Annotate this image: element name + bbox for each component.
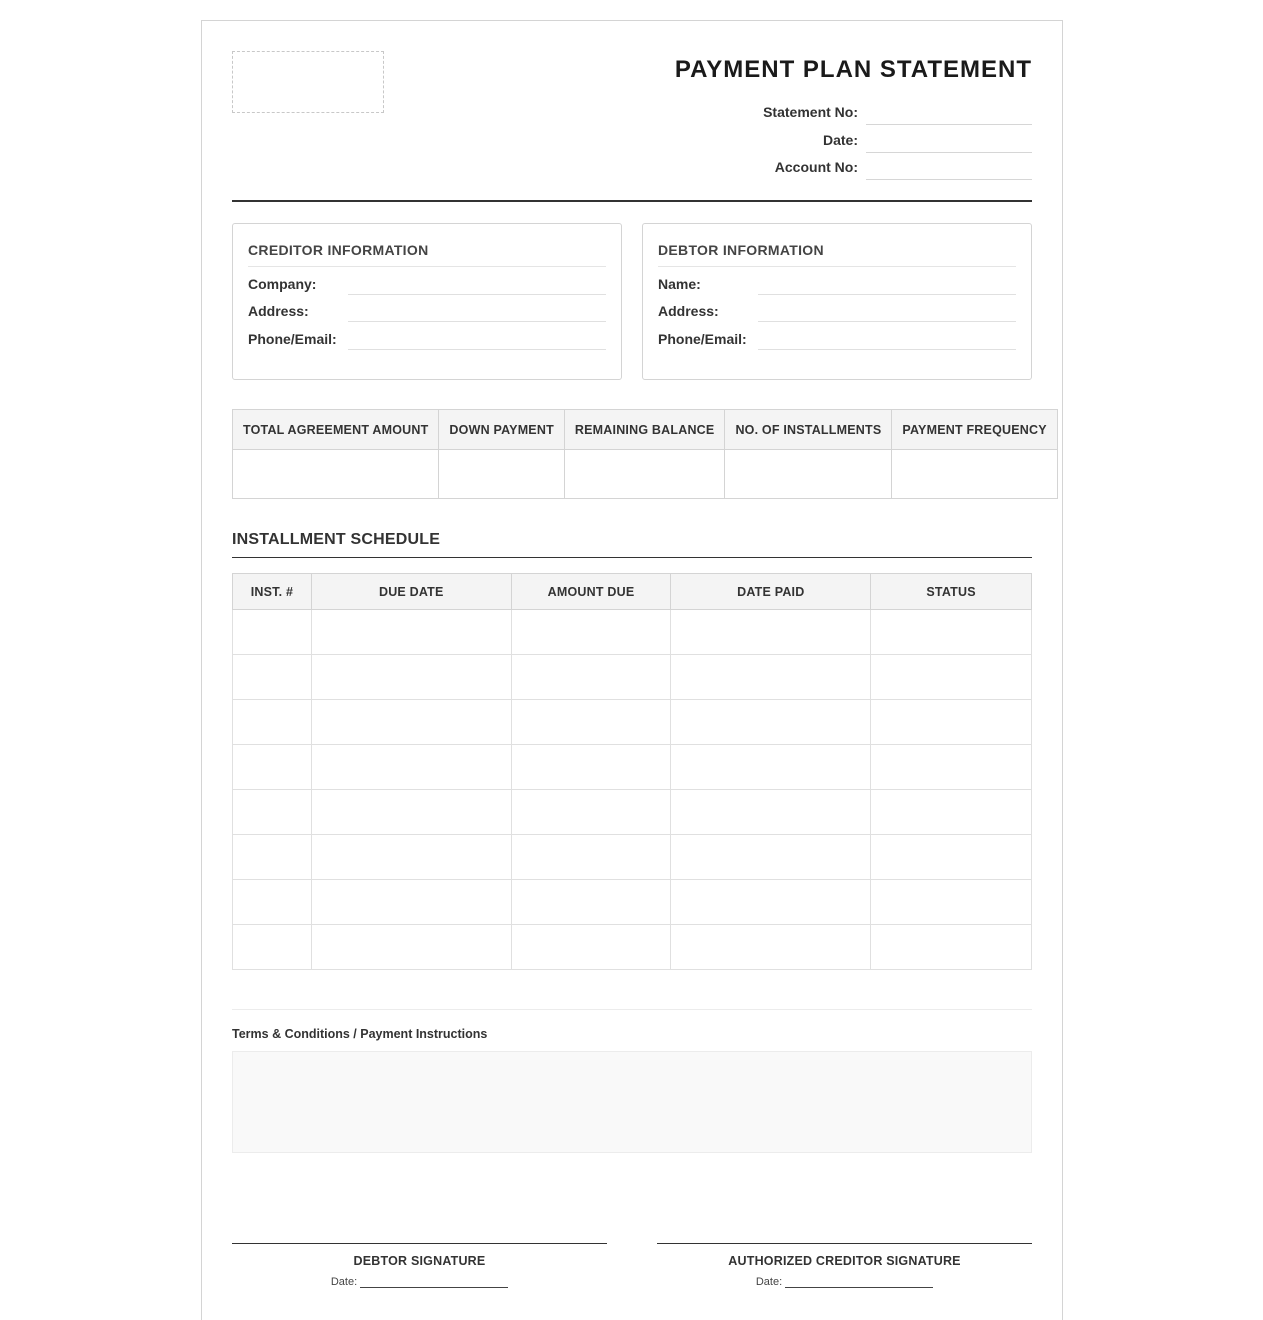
debtor-name-row	[658, 267, 1016, 295]
debtor-date-label: Date:	[330, 1276, 358, 1288]
debtor-address-label: Address:	[658, 303, 719, 319]
table-cell[interactable]	[311, 835, 511, 880]
statement-no-label: Statement No:	[763, 104, 858, 120]
table-row	[233, 655, 1032, 700]
table-row	[233, 700, 1032, 745]
table-row	[233, 790, 1032, 835]
table-cell[interactable]	[511, 655, 671, 700]
table-cell[interactable]	[511, 880, 671, 925]
header-divider	[232, 200, 1032, 202]
logo-placeholder[interactable]	[232, 51, 384, 113]
creditor-date-label: Date:	[755, 1276, 783, 1288]
table-cell[interactable]	[233, 745, 312, 790]
table-cell[interactable]	[233, 655, 312, 700]
table-cell[interactable]	[311, 610, 511, 655]
summary-header-installments: NO. OF INSTALLMENTS	[725, 410, 892, 450]
table-cell[interactable]	[311, 655, 511, 700]
table-row	[233, 610, 1032, 655]
creditor-info-title: CREDITOR INFORMATION	[248, 224, 606, 267]
debtor-signature-date	[232, 1276, 607, 1288]
summary-header-remaining: REMAINING BALANCE	[564, 410, 725, 450]
installment-schedule-table	[232, 573, 1032, 970]
schedule-header-due-date: DUE DATE	[311, 574, 511, 610]
creditor-company-field[interactable]	[348, 269, 606, 295]
table-cell[interactable]	[511, 610, 671, 655]
schedule-title: INSTALLMENT SCHEDULE	[232, 531, 441, 548]
document-title: PAYMENT PLAN STATEMENT	[674, 56, 1032, 83]
table-cell[interactable]	[671, 880, 871, 925]
table-cell[interactable]	[871, 790, 1032, 835]
table-cell[interactable]	[671, 790, 871, 835]
table-cell[interactable]	[871, 655, 1032, 700]
account-no-row	[666, 154, 1032, 180]
table-cell[interactable]	[871, 700, 1032, 745]
summary-down-payment-cell[interactable]	[439, 450, 565, 499]
table-cell[interactable]	[311, 925, 511, 970]
table-cell[interactable]	[311, 790, 511, 835]
creditor-address-field[interactable]	[348, 296, 606, 322]
creditor-address-row	[248, 295, 606, 323]
agreement-summary-table	[232, 409, 1058, 499]
debtor-name-label: Name:	[658, 275, 701, 292]
table-cell[interactable]	[511, 835, 671, 880]
table-cell[interactable]	[511, 790, 671, 835]
date-row	[666, 127, 1032, 153]
statement-no-row	[666, 99, 1032, 125]
table-row	[233, 880, 1032, 925]
table-cell[interactable]	[871, 925, 1032, 970]
date-field[interactable]	[866, 127, 1032, 153]
debtor-info-box	[642, 223, 1032, 380]
debtor-address-field[interactable]	[758, 296, 1016, 322]
creditor-date-field[interactable]	[785, 1278, 933, 1288]
summary-total-cell[interactable]	[233, 450, 439, 499]
table-cell[interactable]	[311, 880, 511, 925]
date-label: Date:	[822, 132, 858, 148]
schedule-header-date-paid: DATE PAID	[671, 574, 871, 610]
schedule-header-amount-due: AMOUNT DUE	[511, 574, 671, 610]
creditor-info-box	[232, 223, 622, 380]
summary-header-frequency: PAYMENT FREQUENCY	[892, 410, 1057, 450]
table-cell[interactable]	[871, 880, 1032, 925]
table-cell[interactable]	[233, 700, 312, 745]
summary-header-total: TOTAL AGREEMENT AMOUNT	[233, 410, 439, 450]
debtor-date-field[interactable]	[360, 1278, 508, 1288]
summary-frequency-cell[interactable]	[892, 450, 1057, 499]
table-cell[interactable]	[671, 925, 871, 970]
table-cell[interactable]	[871, 610, 1032, 655]
table-cell[interactable]	[671, 745, 871, 790]
schedule-divider	[232, 557, 1032, 558]
creditor-contact-label: Phone/Email:	[248, 330, 337, 347]
debtor-info-title: DEBTOR INFORMATION	[658, 224, 1016, 267]
summary-value-row	[233, 450, 1058, 499]
table-cell[interactable]	[671, 700, 871, 745]
table-cell[interactable]	[671, 655, 871, 700]
table-cell[interactable]	[233, 880, 312, 925]
debtor-address-row	[658, 295, 1016, 323]
debtor-contact-label: Phone/Email:	[658, 330, 747, 347]
debtor-contact-field[interactable]	[758, 324, 1016, 350]
creditor-company-row	[248, 267, 606, 295]
document-page	[201, 20, 1063, 1320]
table-row	[233, 835, 1032, 880]
terms-textarea[interactable]	[232, 1051, 1032, 1153]
debtor-name-field[interactable]	[758, 269, 1016, 295]
creditor-signature-block[interactable]	[657, 1243, 1032, 1288]
table-cell[interactable]	[511, 925, 671, 970]
table-cell[interactable]	[311, 745, 511, 790]
table-cell[interactable]	[233, 835, 312, 880]
schedule-header-inst: INST. #	[233, 574, 312, 610]
summary-header-row	[233, 410, 1058, 450]
creditor-signature-date	[657, 1276, 1032, 1288]
creditor-contact-row	[248, 322, 606, 350]
table-cell[interactable]	[233, 925, 312, 970]
table-row	[233, 925, 1032, 970]
terms-label: Terms & Conditions / Payment Instructions	[232, 1027, 488, 1041]
summary-header-down-payment: DOWN PAYMENT	[439, 410, 565, 450]
statement-no-field[interactable]	[866, 99, 1032, 125]
table-cell[interactable]	[311, 700, 511, 745]
schedule-header-row	[233, 574, 1032, 610]
debtor-contact-row	[658, 322, 1016, 350]
table-cell[interactable]	[511, 745, 671, 790]
creditor-address-label: Address:	[248, 303, 309, 319]
table-cell[interactable]	[871, 835, 1032, 880]
debtor-signature-label: DEBTOR SIGNATURE	[353, 1254, 486, 1268]
table-cell[interactable]	[233, 790, 312, 835]
terms-divider	[232, 1009, 1032, 1010]
table-cell[interactable]	[671, 835, 871, 880]
table-row	[233, 745, 1032, 790]
table-cell[interactable]	[871, 745, 1032, 790]
creditor-company-label: Company:	[248, 275, 317, 292]
debtor-signature-block[interactable]	[232, 1243, 607, 1288]
account-no-field[interactable]	[866, 154, 1032, 180]
creditor-contact-field[interactable]	[348, 324, 606, 350]
table-cell[interactable]	[671, 610, 871, 655]
creditor-signature-label: AUTHORIZED CREDITOR SIGNATURE	[728, 1254, 961, 1268]
account-no-label: Account No:	[774, 159, 858, 175]
summary-remaining-cell[interactable]	[564, 450, 725, 499]
table-cell[interactable]	[233, 610, 312, 655]
schedule-header-status: STATUS	[871, 574, 1032, 610]
summary-installments-cell[interactable]	[725, 450, 892, 499]
table-cell[interactable]	[511, 700, 671, 745]
